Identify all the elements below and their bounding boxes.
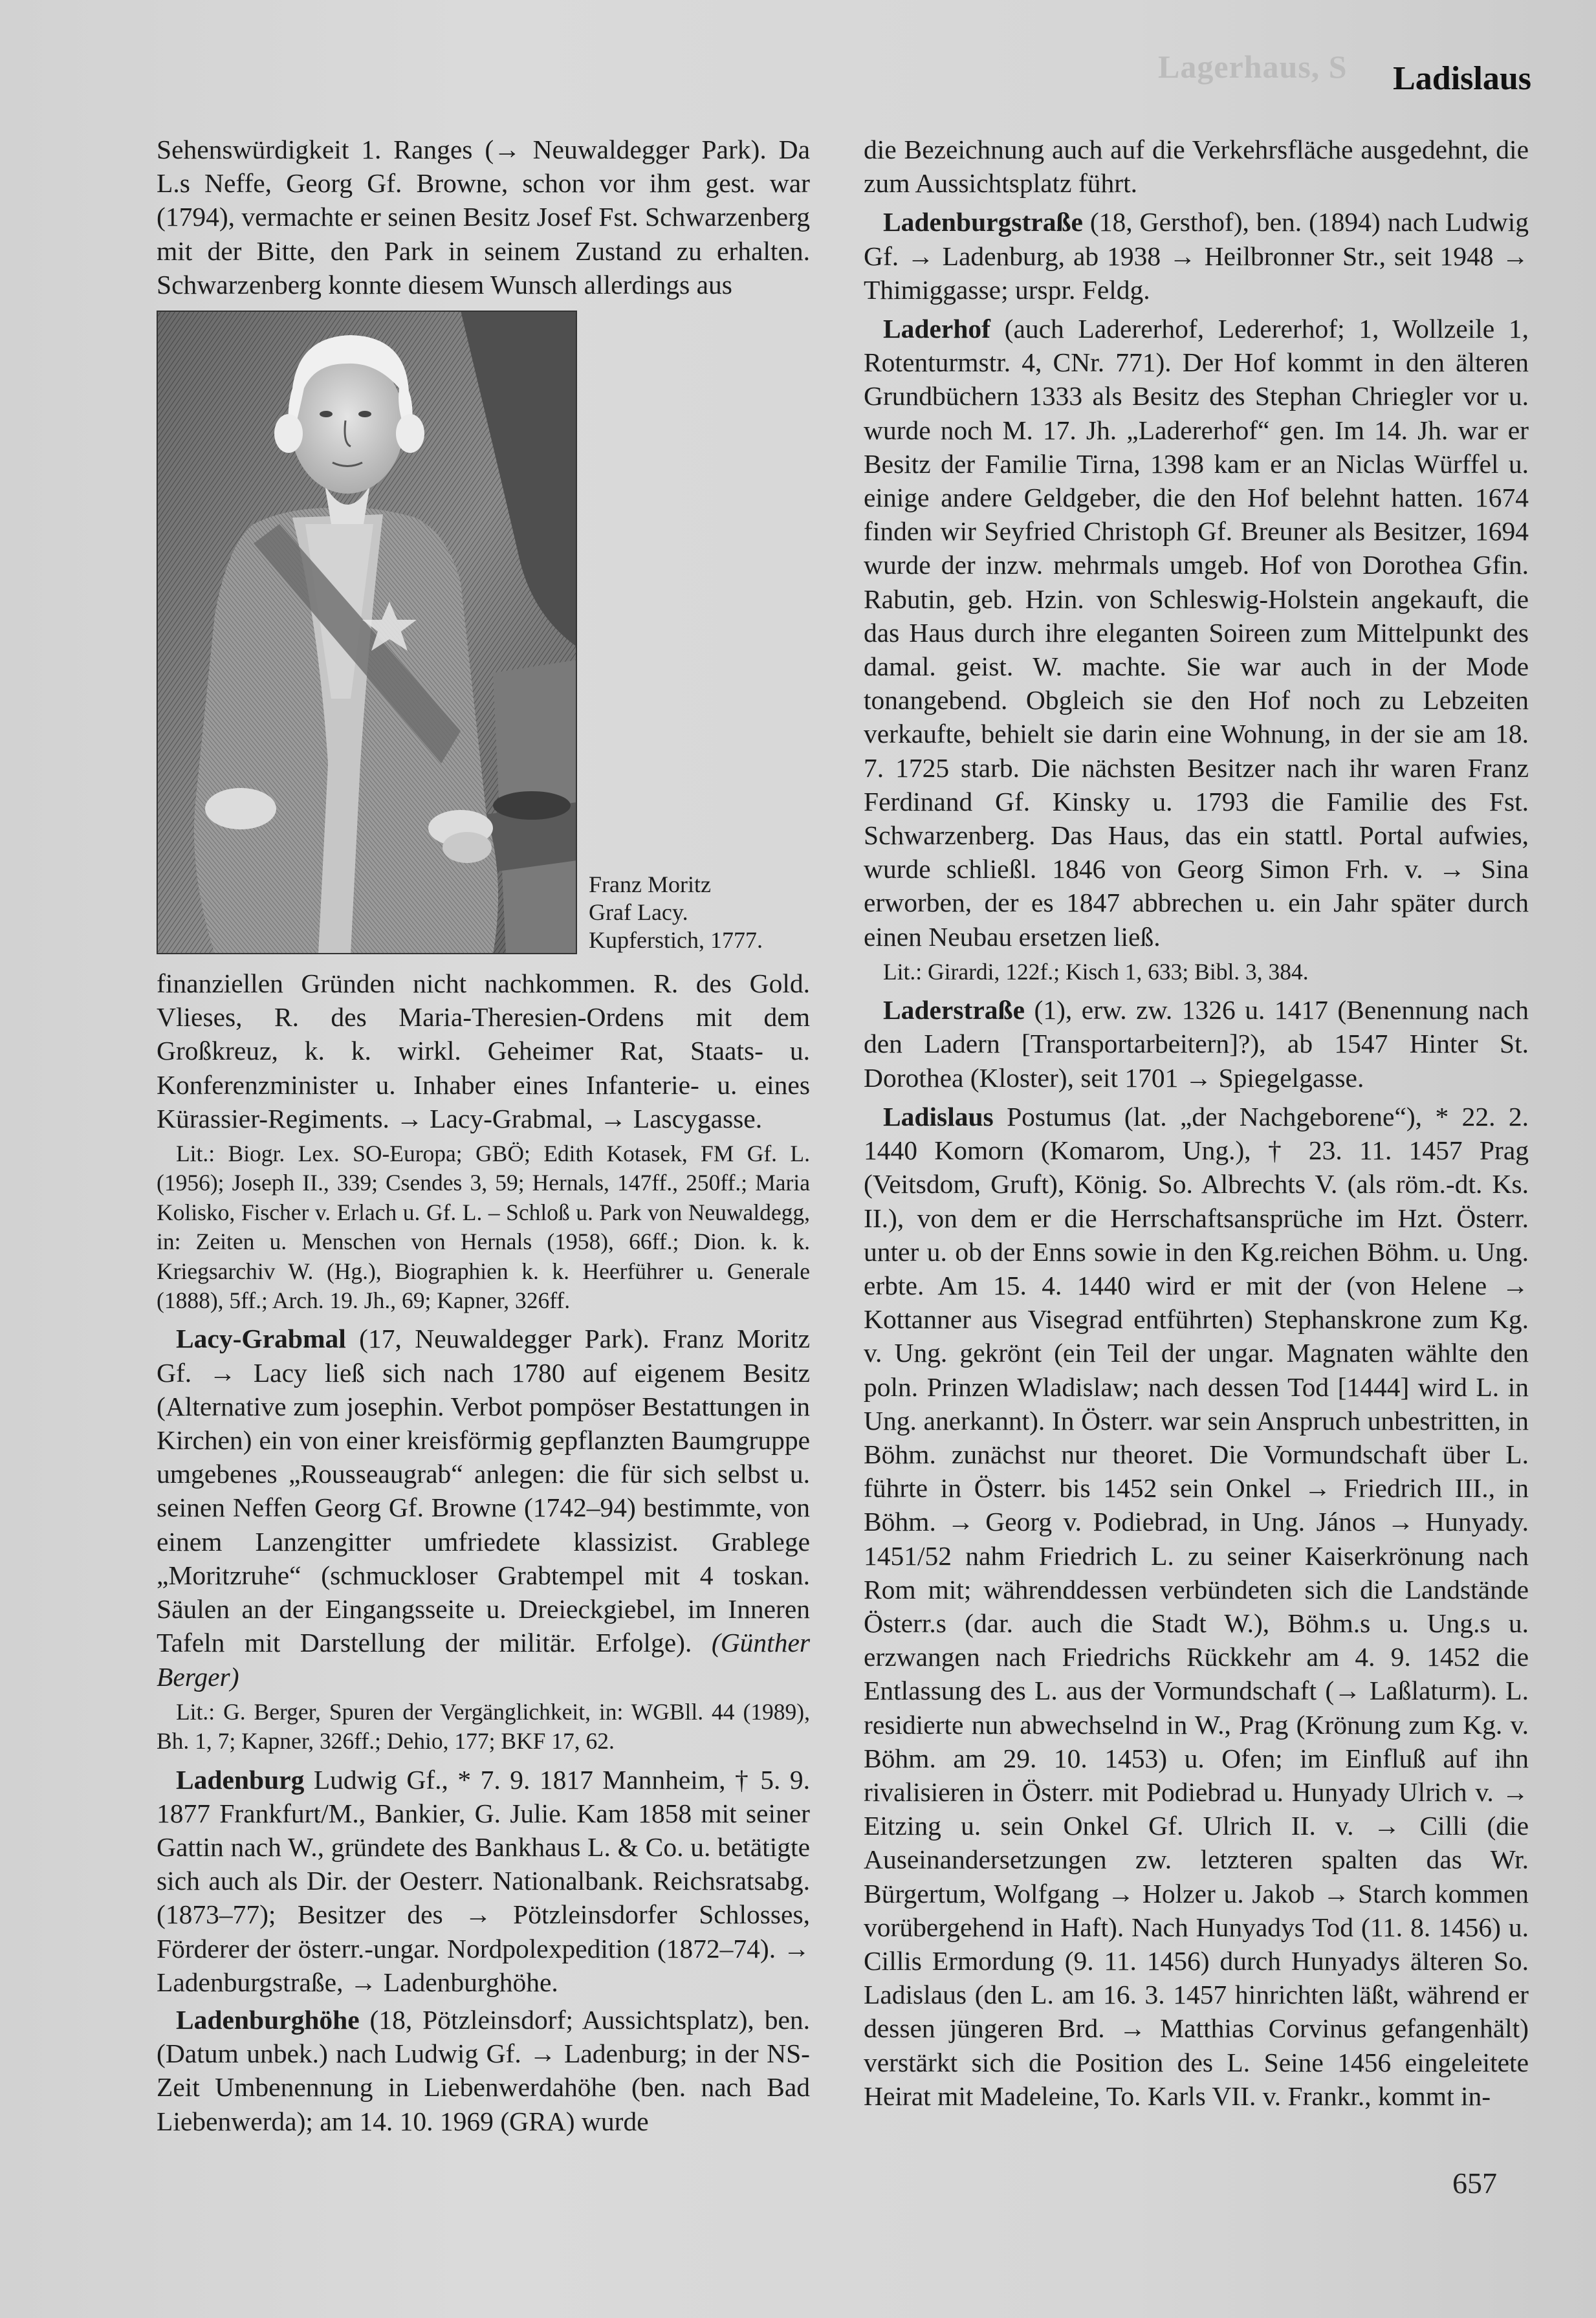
lemma: Ladenburgstraße [883,207,1083,237]
ghost-heading: Lagerhaus, S [1158,49,1348,85]
entry-text: (auch Ladererhof, Ledererhof; 1, Wollzeile 1, Rotenturmstr. 4, CNr. 771). Der Hof kommt in den älteren Grundbüchern 1333 als Besitz des Stephan Chriegler vor u. wurde noch M. 17. Jh. „Ladererhof“ gen. Im 14. Jh. war er Besitz der Familie Tirna, 1398 kam er an Niclas Würffel u. einige andere Geldgeber, die den Hof belehnt hatten. 1674 finden wir Seyfried Christoph Gf. Breuner als Besitzer, 1694 wurde der inzw. mehrmals umgeb. Hof von Dorothea Gfin. Rabutin, geb. Hzin. von Schleswig-Holstein angekauft, die das Haus durch ihre eleganten Soireen zum Mittelpunkt des damal. geist. W. machte. Sie war auch in der Mode tonangebend. Obgleich sie den Hof noch zu Lebzeiten verkaufte, behielt sie darin eine Wohnung, in der sie am 18. 7. 1725 starb. Die nächsten Besitzer nach ihr waren Franz Ferdinand Gf. Kinsky u. 1793 die Familie des Fst. Schwarzenberg. Das Haus, das ein stattl. Portal aufwies, wurde schließl. 1846 von Georg Simon Frh. v. → Sina erworben, der es 1847 abbrechen u. ein Jahr später durch einen Neubau ersetzen ließ. [864,314,1529,952]
entry-text: (17, Neuwaldegger Park). Franz Moritz Gf. → Lacy ließ sich nach 1780 auf eigenem Besitz (Alternative zum josephin. Verbot pompöser Bestattungen in Kirchen) ein von einer kreisförmig gepflanzten Baumgruppe umgebenes „Rousseaugrab“ anlegen: die für sich selbst u. seinen Neffen Georg Gf. Browne (1742–94) bestimmte, von einem Lanzengitter umfriedete klassizist. Grablege „Moritzruhe“ (schmuckloser Grabtempel mit 4 toskan. Säulen an der Eingangsseite u. Dreieckgiebel, im Inneren Tafeln mit Darstellung der militär. Erfolge). [157,1324,810,1658]
entry-ladenburg [157,1763,810,1999]
entry-text: (18, Gersthof), ben. (1894) nach Ludwig Gf. → Ladenburg, ab 1938 → Heilbronner Str., seit 1948 → Thimiggasse; urspr. Feldg. [864,207,1529,305]
entry-author: (Günther Berger) [157,1628,811,1692]
entry-text: (1), erw. zw. 1326 u. 1417 (Benennung nach den Ladern [Transportarbeitern]?), ab 1547 Hinter St. Dorothea (Kloster), seit 1701 → Spiegelgasse. [864,995,1529,1093]
portrait-engraving [157,311,577,954]
entry-laderhof [864,312,1529,954]
entry-text: Postumus (lat. „der Nachgeborene“), * 22. 2. 1440 Komorn (Komarom, Ung.), † 23. 11. 1457 Prag (Veitsdom, Gruft), König. So. Albrechts V. (als röm.-dt. Ks. II.), von dem er die Herrschaftsansprüche im Hzt. Österr. unter u. ob der Enns sowie in den Kg.reichen Böhm. u. Ung. erbte. Am 15. 4. 1440 wird er mit der (von Helene → Kottanner aus Visegrad entführten) Stephanskrone zum Kg. v. Ung. gekrönt (ein Teil der ungar. Magnaten wählte den poln. Prinzen Wladislaw; nach dessen Tod [1444] wird L. in Ung. anerkannt). In Österr. war sein Anspruch unbestritten, in Böhm. zunächst nur theoret. Die Vormundschaft über L. führte in Österr. bis 1452 sein Onkel → Friedrich III., in Böhm. → Georg v. Podiebrad, in Ung. János → Hunyady. 1451/52 nahm Friedrich L. zu seiner Kaiserkrönung nach Rom mit; währenddessen verbündeten sich die Landstände Österr.s (dar. auch die Stadt W.), Böhm.s u. Ung.s u. erzwangen nach Friedrichs Rückkehr am 4. 9. 1452 die Entlassung des L. aus der Vormundschaft (→ Laßlaturm). L. residierte nun abwechselnd in W., Prag (Krönung zum Kg. v. Böhm. am 29. 10. 1453) u. Ofen; im Einfluß auf ihn rivalisieren in Österr. mit Podiebrad u. Hunyady Ulrich v. → Eitzing u. sein Onkel Gf. Ulrich II. v. → Cilli (die Auseinandersetzungen zw. letzteren spalten das Wr. Bürgertum, Wolfgang → Holzer u. Jakob → Starch kommen vorübergehend in Haft). Nach Hunyadys Tod (11. 8. 1456) u. Cillis Ermordung (9. 11. 1456) durch Hunyadys älteren So. Ladislaus (den L. am 16. 3. 1457 hinrichten läßt, während er dessen jüngeren Brd. → Matthias Corvinus gefangenhält) verstärkt sich die Position des L. Seine 1456 eingeleitete Heirat mit Madeleine, To. Karls VII. v. Frankr., kommt in- [864,1101,1529,2111]
entry-ladenburghoehe [157,2003,810,2138]
page-number: 657 [1452,2167,1497,2200]
entry-text: Ludwig Gf., * 7. 9. 1817 Mannheim, † 5. 9. 1877 Frankfurt/M., Bankier, G. Julie. Kam 1858 mit seiner Gattin nach W., gründete des Bankhaus L. & Co. u. betätigte sich auch als Dir. der Oesterr. Nationalbank. Reichsratsabg. (1873–77); Besitzer des → Pötzleinsdorfer Schlosses, Förderer der österr.-ungar. Nordpolexpedition (1872–74). → Ladenburgstraße, → Ladenburghöhe. [157,1764,810,1997]
caption-line: Graf Lacy. [589,899,688,926]
lemma: Laderhof [883,314,990,344]
entry-lacy-grabmal [157,1322,810,1693]
entry-text: (18, Pötzleinsdorf; Aussichtsplatz), ben. (Datum unbek.) nach Ludwig Gf. → Ladenburg; in der NS-Zeit Umbenennung in Liebenwerdahöhe (ben. nach Bad Liebenwerda); am 14. 10. 1969 (GRA) wurde [157,2004,810,2136]
running-head: Ladislaus [1393,60,1531,97]
literature-lacy: Lit.: Biogr. Lex. SO-Europa; GBÖ; Edith Kotasek, FM Gf. L. (1956); Joseph II., 339; Csendes 3, 59; Hernals, 147ff., 250ff.; Maria Kolisko, Fischer v. Erlach u. Gf. L. – Schloß u. Park von Neuwaldegg, in: Zeiten u. Menschen von Hernals (1958), 66ff.; Dion. k. k. Kriegsarchiv W. (Hg.), Biographien k. k. Heerführer u. Generale (1888), 5ff.; Arch. 19. Jh., 69; Kapner, 326ff. [157,1141,810,1314]
caption-line: Kupferstich, 1777. [589,927,763,954]
lemma: Lacy-Grabmal [176,1324,346,1354]
lemma: Ladenburg [176,1764,305,1795]
continuation-after-figure: finanziellen Gründen nicht nachkommen. R. des Gold. Vlieses, R. des Maria-Theresien-Ordens mit dem Großkreuz, k. k. wirkl. Geheimer Rat, Staats- u. Konferenzminister u. Inhaber eines Infanterie- u. eines Kürassier-Regiments. → Lacy-Grabmal, → Lascygasse. [157,968,810,1133]
entry-laderstrasse [864,993,1529,1095]
literature-lacy-grabmal: Lit.: G. Berger, Spuren der Vergänglichkeit, in: WGBll. 44 (1989), Bh. 1, 7; Kapner, 326ff.; Dehio, 177; BKF 17, 62. [157,1698,810,1755]
portrait-figure [157,311,810,959]
figure-caption [589,871,763,954]
literature-laderhof: Lit.: Girardi, 122f.; Kisch 1, 633; Bibl. 3, 384. [883,958,1309,985]
lemma: Ladislaus [883,1101,994,1132]
right-column [864,133,1529,2113]
entry-ladislaus [864,1100,1529,2113]
entry-ladenburgstrasse [864,205,1529,307]
continuation-text: die Bezeichnung auch auf die Verkehrsfläche ausgedehnt, die zum Aussichtsplatz führt. [864,135,1529,199]
continuation-text: Sehenswürdigkeit 1. Ranges (→ Neuwaldegger Park). Da L.s Neffe, Georg Gf. Browne, schon vor ihm gest. war (1794), vermachte er seinen Besitz Josef Fst. Schwarzenberg mit der Bitte, den Park in seinem Zustand zu erhalten. Schwarzenberg konnte diesem Wunsch allerdings aus [157,135,810,300]
lemma: Laderstraße [883,995,1025,1025]
left-column [157,133,810,2138]
caption-line: Franz Moritz [589,871,711,898]
lemma: Ladenburghöhe [176,2004,360,2035]
